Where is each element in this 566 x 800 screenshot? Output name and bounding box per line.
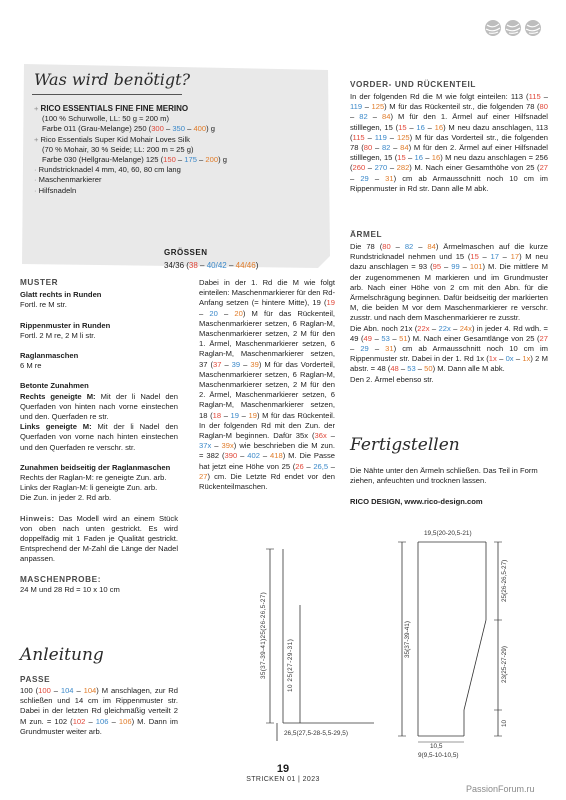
zunahmen-beidseitig-1: Rechts der Raglan-M: re geneigte Zun. arb. <box>20 473 167 483</box>
fertigstellen-text: Die Nähte unter den Ärmeln schließen. Das Teil in Form ziehen, anfeuchten und trocknen lassen. <box>350 466 538 486</box>
passe-text-left: 100 (100 – 104 – 104) M anschlagen, zur Rd schließen und 14 cm im Rippenmuster str. Dabei in der letzten Rd gleichmäßig verteilt 2 M zun. = 102 (102 – 106 – 106) M. Dann im Grundmuster weiter arb. <box>20 686 178 736</box>
raglan-title: Raglanmaschen <box>20 351 79 361</box>
sleeve-top-label: 19,5(20-20,5-21) <box>424 530 472 537</box>
muster-section <box>20 278 178 595</box>
rico-design-credit: RICO DESIGN, www.rico-design.com <box>350 497 483 506</box>
sizes-heading: GRÖSSEN <box>164 248 208 257</box>
marker-item: Maschenmarkierer <box>38 175 102 185</box>
yarn-ball-icon <box>484 19 548 37</box>
anleitung-heading: Anleitung <box>20 645 104 665</box>
glatt-text: Fortl. re M str. <box>20 300 67 310</box>
yarn1-color: Farbe 011 (Grau-Melange) 250 (300 – 350 – 400) g <box>42 124 215 134</box>
sizes-values: 34/36 (38 – 40/42 – 44/46) <box>164 261 259 270</box>
schematic-sleeve <box>398 530 548 762</box>
vorder-rueckenteil-text: In der folgenden Rd die M wie folgt einteilen: 113 (115 – 119 – 125) M für das Rückenteil str., die folgenden 78 (80 – 82 – 84) M für den 1. Ärmel auf einer Hilfsnadel stilllegen, 15 (15 – 16 – 16) M neu dazu anschlagen, 113 (115 – 119 – 125) M für das Vorderteil str., die folgenden 78 (80 – 82 – 84) M für den 2. Ärmel auf einer Hilfsnadel stilllegen, 15 (15 – 16 – 16) M neu dazu anschlagen = 256 (260 – 270 – 282) M. Nach einer Gesamthöhe von 25 (27 – 29 – 31) cm ab Armausschnitt noch 10 cm im Rippenmuster in Rd str. Dann alle M abk. <box>350 92 549 193</box>
passe-text-middle: Dabei in der 1. Rd die M wie folgt einteilen: Maschenmarkierer für den Rd-Anfang setzen (= hintere Mitte), 19 (19 – 20 – 20) M für das Rückenteil, Maschenmarkierer setzen, 6 Raglan-M, Maschenmarkierer setzen, 2 M für den 1. Ärmel, Maschenmarkierer setzen, 6 Raglan-M, Maschenmarkierer setzen, 37 (37 – 39 – 39) M für das Vorderteil, Maschenmarkierer setzen, 6 Raglan-M, Maschenmarkierer setzen, 2 M für den 2. Ärmel, Maschenmarkierer setzen, 6 Raglan-M, Maschenmarkierer setzen, 18 (18 – 19 – 19) M für das Rückenteil. In der folgenden Rd mit den Zun. der Raglan-M beginnen. Dafür 35x (36x – 37x – 39x) wie beschrieben die M zun. = 382 (390 – 402 – 418) M. Die Passe hat jetzt eine Höhe von 25 (26 – 26,5 – 27) cm. Die Letzte Rd endet vor den Rückenteilmaschen. <box>199 278 335 492</box>
sleeve-length-label: 35(37-39-41) <box>404 621 411 659</box>
materials-list: + RICO ESSENTIALS FINE FINE MERINO (100 % Schurwolle, LL: 50 g ≈ 200 m) Farbe 011 (Grau-Melange) 250 (300 – 350 – 400) g + Rico Essentials Super Kid Mohair Loves Silk (70 % Mohair, 30 % Seide; LL: 200 m ≈ 25 g) Farbe 030 (Hellgrau-Melange) 125 (150 – 175 – 200) g · Rundstricknadel 4 mm, 40, 60, 80 cm lang · Maschenmarkierer · Hilfsnadeln <box>34 104 314 196</box>
yarn2-name: Rico Essentials Super Kid Mohair Loves Silk <box>40 134 190 144</box>
muster-heading: MUSTER <box>20 278 59 287</box>
schematic-body <box>262 545 392 745</box>
sleeve-bottom-label: 9(9,5-10-10,5) <box>418 752 459 759</box>
heading-underline <box>32 94 182 95</box>
yarn2-fiber: (70 % Mohair, 30 % Seide; LL: 200 m ≈ 25 g) <box>42 144 194 154</box>
zunahmen-rechts: Rechts geneigte M: Mit der li Nadel den Querfaden von hinten nach vorne einstechen und den. Querfaden re str. <box>20 391 178 422</box>
bullet-plus: + <box>34 104 41 113</box>
sleeve-cap-label: 25(26-26,5-27) <box>501 559 508 603</box>
sleeve-mid-label: 23(25-27-29) <box>501 646 508 684</box>
zunahmen-title: Betonte Zunahmen <box>20 381 89 391</box>
passe-heading: PASSE <box>20 675 51 684</box>
fertigstellen-heading: Fertigstellen <box>350 435 460 455</box>
raglan-text: 6 M re <box>20 361 42 371</box>
yarn1-name: RICO ESSENTIALS FINE FINE MERINO <box>40 104 189 113</box>
yarn2-color: Farbe 030 (Hellgrau-Melange) 125 (150 – 175 – 200) g <box>42 155 227 165</box>
magazine-issue: STRICKEN 01 | 2023 <box>246 776 320 783</box>
zunahmen-beidseitig-title: Zunahmen beidseitig der Raglanmaschen <box>20 462 171 472</box>
aux-needle-item: Hilfsnadeln <box>38 185 77 195</box>
rippen-text: Fortl. 2 M re, 2 M li str. <box>20 330 96 340</box>
yarn1-fiber: (100 % Schurwolle, LL: 50 g ≈ 200 m) <box>42 114 169 124</box>
body-lower-label: 10 25(27-29-31) <box>287 638 294 692</box>
watermark: PassionForum.ru <box>466 784 535 794</box>
needle-item: Rundstricknadel 4 mm, 40, 60, 80 cm lang <box>38 165 181 175</box>
aermel-heading: ÄRMEL <box>350 230 383 239</box>
zunahmen-links: Links geneigte M: Mit der li Nadel den Querfaden von vorne nach hinten einstechen und den Querfaden re verschr. str. <box>20 422 178 452</box>
glatt-title: Glatt rechts in Runden <box>20 290 102 300</box>
materials-panel <box>18 60 332 272</box>
hinweis: Hinweis: Das Modell wird an einem Stück von oben nach unten gestrickt. Es wird doppelfädig mit 1 Faden je Qualität gestrickt. Entsprechend der M-Zahl die Länge der Nadel anpassen. <box>20 513 178 564</box>
rippen-title: Rippenmuster in Runden <box>20 320 111 330</box>
sleeve-cuff-label: 10 <box>501 719 508 727</box>
sizes-box <box>164 248 258 270</box>
page-number: 19 <box>276 763 290 775</box>
body-width-label: 26,5(27,5-28-5,5-29,5) <box>284 730 348 737</box>
body-outline <box>262 545 392 745</box>
body-height-label: 35(37-39-41)25(26-26,5-27) <box>260 591 267 679</box>
zunahmen-beidseitig-3: Die Zun. in jeder 2. Rd arb. <box>20 493 112 503</box>
maschenprobe-heading: MASCHENPROBE: <box>20 574 102 584</box>
vorder-rueckenteil-heading: VORDER- UND RÜCKENTEIL <box>350 80 477 89</box>
maschenprobe-text: 24 M und 28 Rd = 10 x 10 cm <box>20 584 120 594</box>
zunahmen-beidseitig-2: Links der Raglan-M: li geneigte Zun. arb. <box>20 483 158 493</box>
aermel-text: Die 78 (80 – 82 – 84) Ärmelmaschen auf die kurze Rundstricknadel nehmen und 15 (15 – 17 – 17) M neu dazu anschlagen = 93 (95 – 99 – 101) M. Die mittlere M der zugenommenen M markieren und im Grundmuster arb. Nach einer Höhe von 2 cm mit den Abn. für die Ärmelschrägung beginnen. Dafür beidseitig der markierten M, die beiden M vor dem Maschenmarkierer re verschr. zusstr. und nach dem Maschenmarkierer re zusstr. Die Abn. noch 21x (22x – 22x – 24x) in jeder 4. Rd wdh. = 49 (49 – 53 – 51) M. Nach einer Gesamtlänge von 25 (27 – 29 – 31) cm ab Armausschnitt noch 10 cm im Rippenmuster str. Dabei in der 1. Rd 1x (1x – 0x – 1x) 2 M abstr. = 48 (48 – 53 – 50) M. Dann alle M abk. Den 2. Ärmel ebenso str. <box>350 242 549 384</box>
sleeve-outline <box>398 530 548 762</box>
yarn-difficulty-icons <box>484 19 548 37</box>
sleeve-bottom-inner-label: 10,5 <box>430 743 443 750</box>
materials-heading: Was wird benötigt? <box>34 70 191 89</box>
